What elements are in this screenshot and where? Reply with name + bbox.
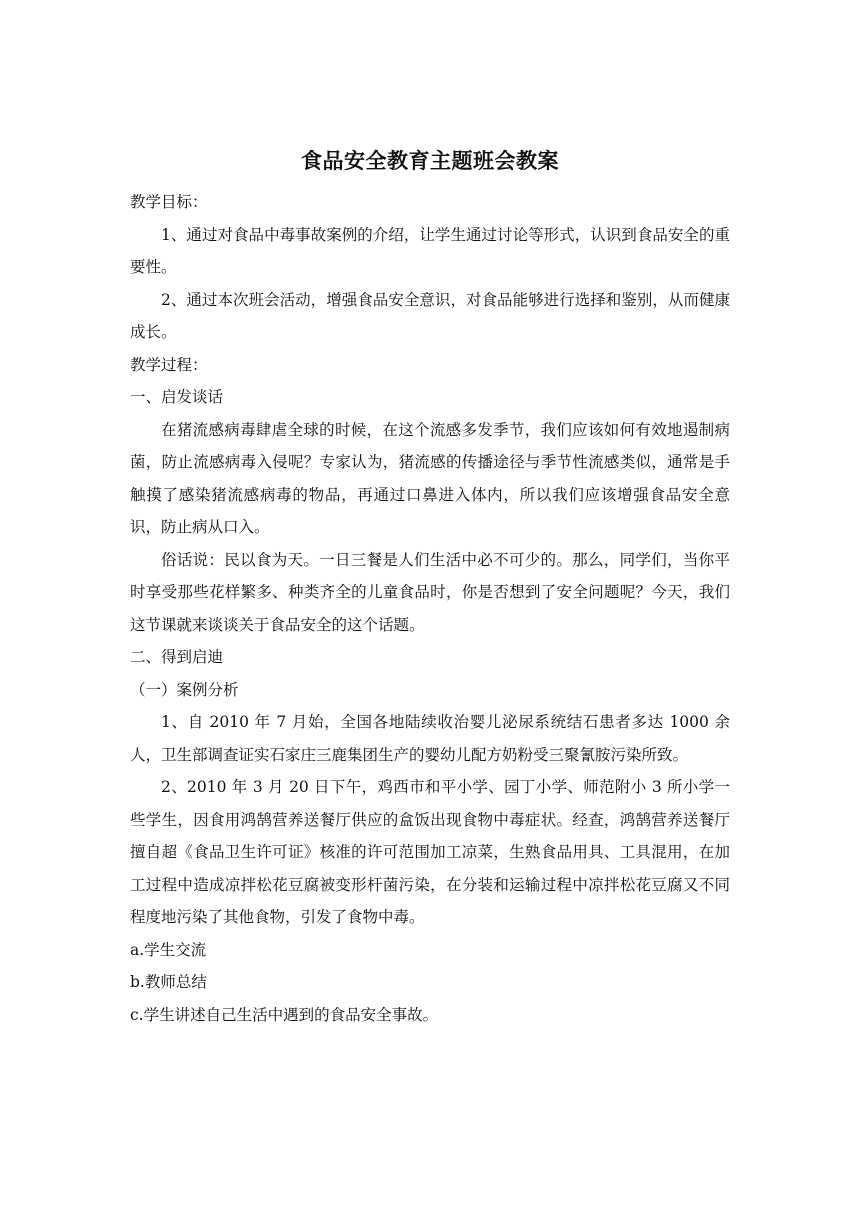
goal-item-2: 2、通过本次班会活动，增强食品安全意识，对食品能够进行选择和鉴别，从而健康成长。	[130, 290, 730, 341]
intro-paragraph-1: 在猪流感病毒肆虐全球的时候，在这个流感多发季节，我们应该如何有效地遏制病菌，防止流感病毒入侵呢？专家认为，猪流感的传播途径与季节性流感类似，通常是手触摸了感染猪流感病毒的物品，再通过口鼻进入体内，所以我们应该增强食品安全意识，防止病从口入。	[130, 420, 730, 536]
document-body	[130, 186, 730, 1031]
section-heading-2: 二、得到启迪	[130, 648, 224, 666]
case-paragraph-2: 2、2010 年 3 月 20 日下午，鸡西市和平小学、园丁小学、师范附小 3 所小学一些学生，因食用鸿鹄营养送餐厅供应的盒饭出现食物中毒症状。经查，鸿鹄营养送餐厅擅自超《食品卫生许可证》核准的许可范围加工凉菜，生熟食品用具、工具混用，在加工过程中造成凉拌松花豆腐被变形杆菌污染，在分装和运输过程中凉拌松花豆腐又不同程度地污染了其他食物，引发了食物中毒。	[130, 778, 730, 926]
activity-item-a: a.学生交流	[130, 940, 207, 959]
activity-item-b: b.教师总结	[130, 973, 207, 991]
subsection-heading-case-analysis: （一）案例分析	[130, 680, 239, 699]
activity-item-c: c.学生讲述自己生活中遇到的食品安全事故。	[130, 1005, 439, 1024]
intro-paragraph-2: 俗话说：民以食为天。一日三餐是人们生活中必不可少的。那么，同学们，当你平时享受那些花样繁多、种类齐全的儿童食品时，你是否想到了安全问题呢？今天，我们这节课就来谈谈关于食品安全的这个话题。	[130, 550, 730, 634]
heading-teaching-process: 教学过程：	[130, 355, 208, 374]
case-paragraph-1: 1、自 2010 年 7 月始，全国各地陆续收治婴儿泌尿系统结石患者多达 1000 余人，卫生部调查证实石家庄三鹿集团生产的婴幼儿配方奶粉受三聚氰胺污染所致。	[130, 713, 730, 764]
goal-item-1: 1、通过对食品中毒事故案例的介绍，让学生通过讨论等形式，认识到食品安全的重要性。	[130, 225, 730, 276]
heading-teaching-goals: 教学目标：	[130, 193, 208, 211]
document-title: 食品安全教育主题班会教案	[301, 148, 559, 173]
section-heading-1: 一、启发谈话	[130, 388, 224, 406]
